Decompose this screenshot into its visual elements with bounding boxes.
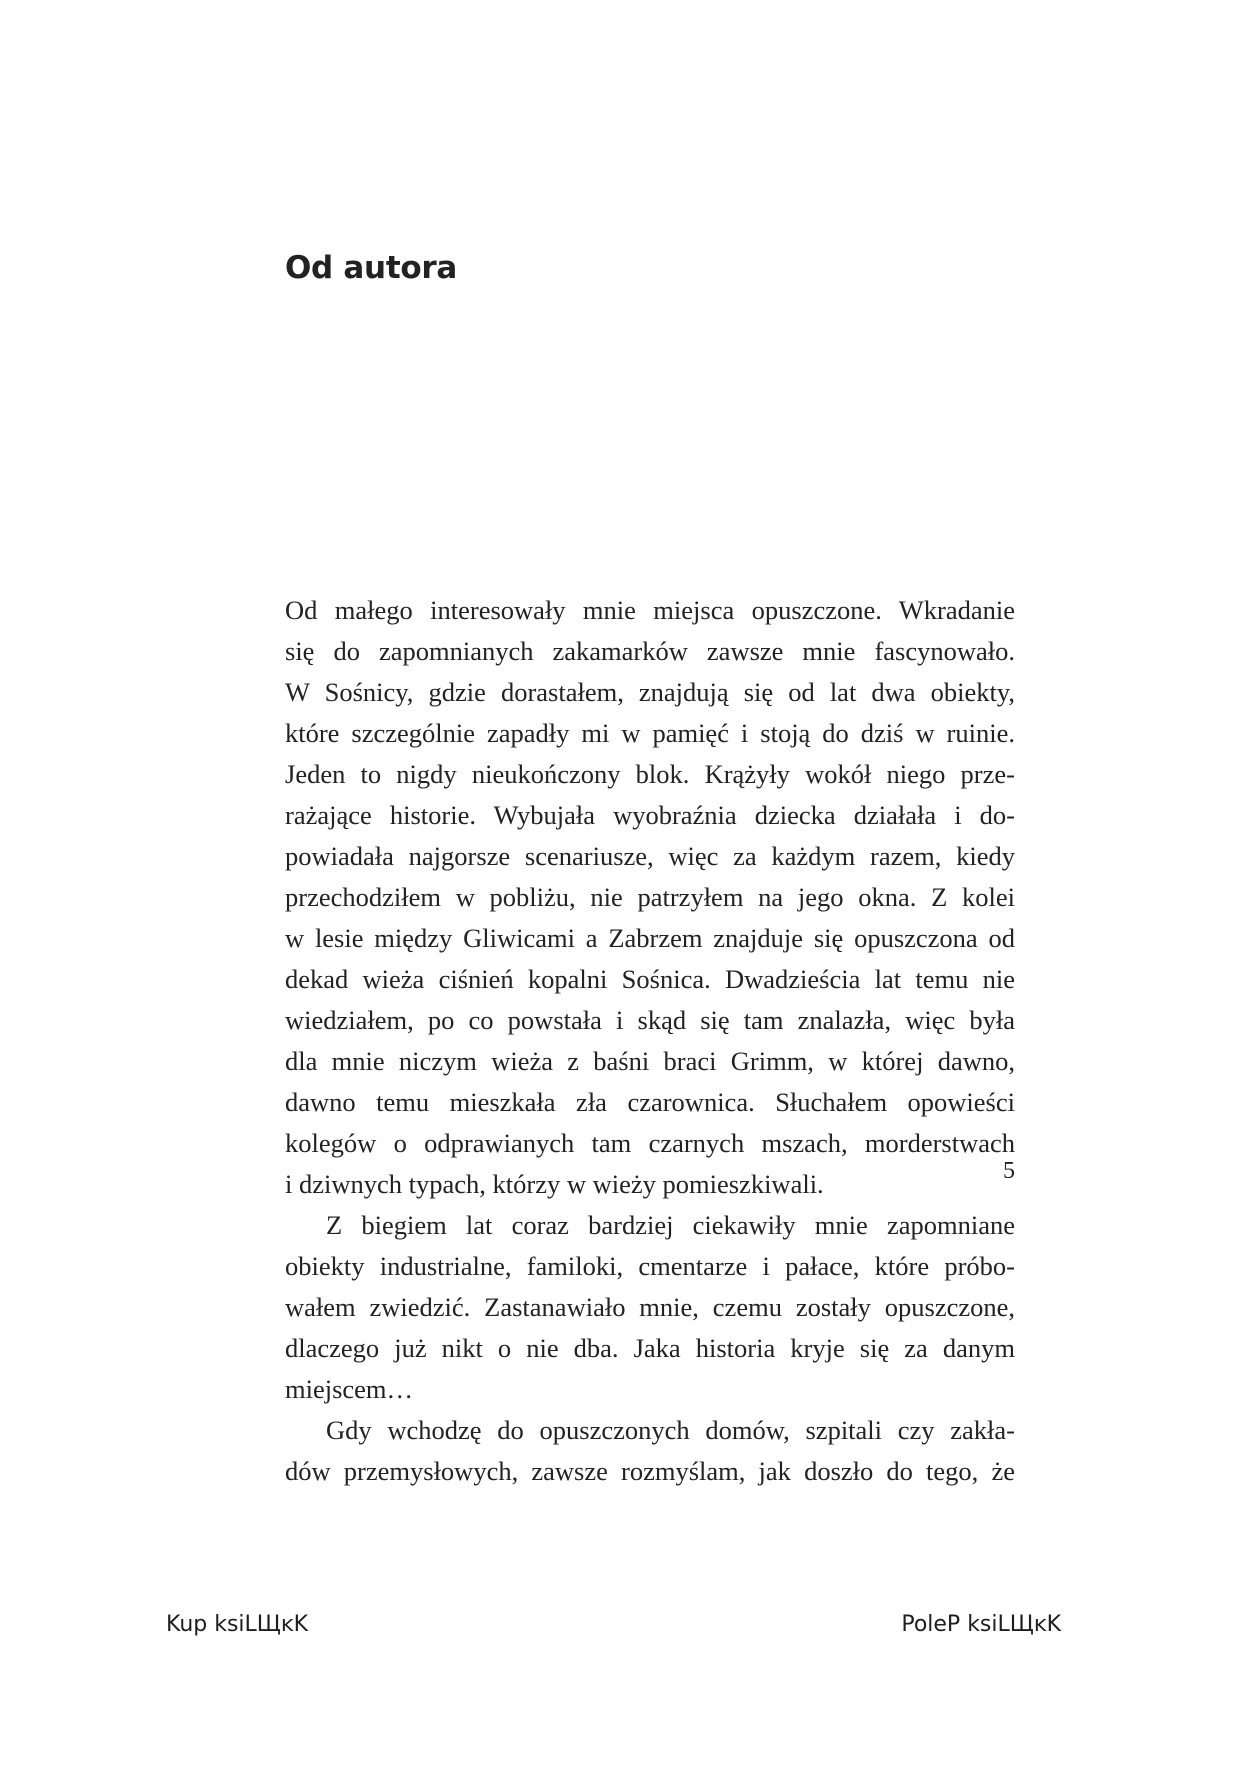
text-line: i dziwnych typach, którzy w wieży pomieszkiwali.	[285, 1169, 824, 1199]
buy-book-link[interactable]: Kup ksiLЩĸK	[166, 1612, 309, 1637]
page-title: Od autora	[285, 250, 457, 286]
text-line: W Sośnicy, gdzie dorastałem, znajdują się od lat dwa obiekty,	[285, 677, 1015, 707]
text-line: dów przemysłowych, zawsze rozmyślam, jak doszło do tego, że	[285, 1456, 1015, 1486]
text-line: dekad wieża ciśnień kopalni Sośnica. Dwadzieścia lat temu nie	[285, 964, 1015, 994]
body-text	[285, 590, 1015, 1492]
recommend-book-link[interactable]: PoleP ksiLЩĸK	[901, 1612, 1061, 1637]
text-line: w lesie między Gliwicami a Zabrzem znajduje się opuszczona od	[285, 923, 1015, 953]
text-line: przechodziłem w pobliżu, nie patrzyłem na jego okna. Z kolei	[285, 882, 1015, 912]
text-line: Gdy wchodzę do opuszczonych domów, szpitali czy zakła-	[326, 1415, 1015, 1445]
text-line: rażające historie. Wybujała wyobraźnia dziecka działała i do-	[285, 800, 1015, 830]
text-line: dlaczego już nikt o nie dba. Jaka historia kryje się za danym	[285, 1333, 1015, 1363]
text-line: miejscem…	[285, 1374, 414, 1404]
text-line: dla mnie niczym wieża z baśni braci Grimm, w której dawno,	[285, 1046, 1015, 1076]
text-line: wiedziałem, po co powstała i skąd się tam znalazła, więc była	[285, 1005, 1015, 1035]
page-number: 5	[1003, 1158, 1015, 1184]
text-line: Z biegiem lat coraz bardziej ciekawiły mnie zapomniane	[326, 1210, 1015, 1240]
text-line: powiadała najgorsze scenariusze, więc za każdym razem, kiedy	[285, 841, 1015, 871]
text-line: Od małego interesowały mnie miejsca opuszczone. Wkradanie	[285, 595, 1015, 625]
text-line: kolegów o odprawianych tam czarnych mszach, morderstwach	[285, 1128, 1015, 1158]
text-line: się do zapomnianych zakamarków zawsze mnie fascynowało.	[285, 636, 1015, 666]
text-line: obiekty industrialne, familoki, cmentarze i pałace, które próbo-	[285, 1251, 1015, 1281]
text-line: dawno temu mieszkała zła czarownica. Słuchałem opowieści	[285, 1087, 1015, 1117]
text-line: Jeden to nigdy nieukończony blok. Krążyły wokół niego prze-	[285, 759, 1015, 789]
text-line: wałem zwiedzić. Zastanawiało mnie, czemu zostały opuszczone,	[285, 1292, 1015, 1322]
text-line: które szczególnie zapadły mi w pamięć i stoją do dziś w ruinie.	[285, 718, 1015, 748]
